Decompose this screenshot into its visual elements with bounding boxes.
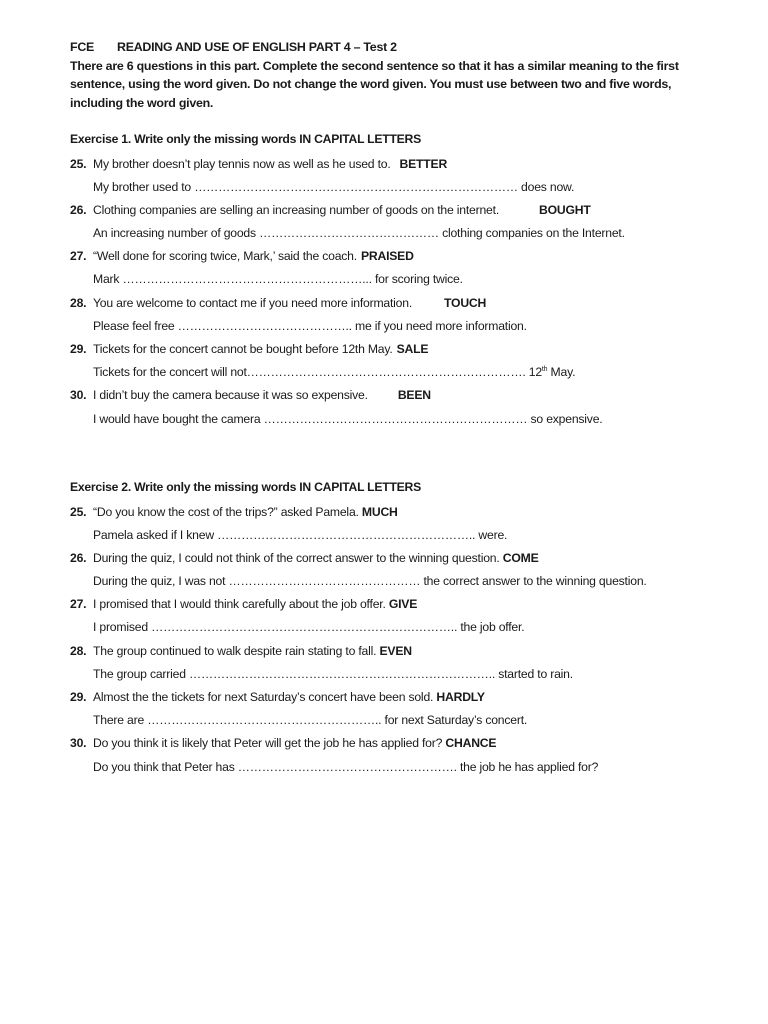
question-number: 26. <box>70 550 87 565</box>
exercise-2-title: Exercise 2. Write only the missing words IN CAPITAL LETTERS <box>70 480 421 494</box>
key-word: HARDLY <box>436 690 485 704</box>
question-sentence: I promised that I would think carefully about the job offer. <box>93 597 386 612</box>
question-number: 27. <box>70 249 87 264</box>
question-item <box>70 732 730 778</box>
answer-line[interactable]: There are ………………………………………………….. for next Saturday’s concert. <box>93 713 528 728</box>
answer-line[interactable] <box>70 361 730 384</box>
key-word: SALE <box>396 342 429 356</box>
instructions-line-2: sentence, using the word given. Do not change the word given. You must use between two and five words, <box>70 77 672 91</box>
question-sentence: Tickets for the concert cannot be bought before 12th May. <box>93 342 393 356</box>
exercise-1-title: Exercise 1. Write only the missing words IN CAPITAL LETTERS <box>70 132 421 146</box>
question-sentence: You are welcome to contact me if you need more information. <box>93 295 413 310</box>
instructions-line-1: There are 6 questions in this part. Complete the second sentence so that it has a similar meaning to the first <box>70 58 679 73</box>
header-title-line <box>70 38 710 57</box>
worksheet-header <box>70 38 710 112</box>
question-item <box>70 292 730 338</box>
key-word: BOUGHT <box>539 202 591 217</box>
question-sentence: “Well done for scoring twice, Mark,’ said the coach. <box>93 249 357 264</box>
question-item <box>70 199 730 245</box>
question-sentence: I didn’t buy the camera because it was so expensive. <box>93 388 368 403</box>
key-word: BEEN <box>397 388 431 403</box>
question-item <box>70 501 730 547</box>
answer-line[interactable]: The group carried ………………………………………………………………….. started to rain. <box>93 666 573 681</box>
answer-line[interactable]: Do you think that Peter has ………………………………………………. the job he has applied for? <box>93 759 599 774</box>
question-number: 27. <box>70 597 87 612</box>
part-title: READING AND USE OF ENGLISH PART 4 – Test 2 <box>117 40 397 54</box>
exercise-1 <box>70 131 730 431</box>
question-number: 28. <box>70 295 87 310</box>
question-sentence: The group continued to walk despite rain stating to fall. <box>93 643 377 658</box>
question-sentence: Clothing companies are selling an increasing number of goods on the internet. <box>93 202 500 217</box>
answer-line[interactable]: Mark ……………………………………………………... for scoring twice. <box>93 272 463 287</box>
key-word: TOUCH <box>444 295 487 310</box>
question-item <box>70 686 730 732</box>
question-number: 26. <box>70 202 87 217</box>
question-item <box>70 338 730 384</box>
answer-line[interactable]: I promised ………………………………………………………………….. the job offer. <box>93 620 525 635</box>
question-item <box>70 153 730 199</box>
answer-line[interactable]: During the quiz, I was not ………………………………………… the correct answer to the winning question. <box>93 574 647 589</box>
key-word: CHANCE <box>445 736 497 751</box>
question-item <box>70 640 730 686</box>
question-number: 29. <box>70 690 87 704</box>
key-word: BETTER <box>399 156 448 171</box>
ordinal-suffix: th <box>541 366 548 374</box>
question-sentence: Almost the the tickets for next Saturday’s concert have been sold. <box>93 690 434 704</box>
key-word: GIVE <box>388 597 418 612</box>
question-number: 30. <box>70 388 87 403</box>
answer-text: Tickets for the concert will not……………………………………………………………. 12 <box>93 365 542 380</box>
question-sentence: My brother doesn’t play tennis now as well as he used to. <box>93 156 391 171</box>
question-item <box>70 245 730 291</box>
question-item <box>70 547 730 593</box>
question-number: 29. <box>70 342 87 356</box>
key-word: EVEN <box>379 643 412 658</box>
question-sentence: Do you think it is likely that Peter will get the job he has applied for? <box>93 736 443 751</box>
key-word: MUCH <box>361 504 398 519</box>
question-number: 30. <box>70 736 87 751</box>
question-sentence: “Do you know the cost of the trips?” asked Pamela. <box>93 504 359 519</box>
question-number: 25. <box>70 504 87 519</box>
answer-line[interactable]: Please feel free …………………………………….. me if you need more information. <box>93 318 527 333</box>
key-word: PRAISED <box>360 249 414 264</box>
question-sentence: During the quiz, I could not think of the correct answer to the winning question. <box>93 550 500 565</box>
answer-line[interactable]: An increasing number of goods ……………………………………… clothing companies on the Internet. <box>93 226 625 241</box>
question-number: 25. <box>70 156 87 171</box>
question-number: 28. <box>70 643 87 658</box>
question-item <box>70 384 730 430</box>
answer-text-end: May. <box>547 365 576 380</box>
answer-line[interactable]: My brother used to ……………………………………………………………………… does now. <box>93 179 575 194</box>
exam-code: FCE <box>70 40 95 54</box>
question-item <box>70 593 730 639</box>
instructions-line-3: including the word given. <box>70 95 214 110</box>
exercise-2 <box>70 479 730 779</box>
key-word: COME <box>502 550 539 565</box>
answer-line[interactable]: I would have bought the camera ………………………………………………………… so expensive. <box>93 411 603 426</box>
answer-line[interactable]: Pamela asked if I knew ……………………………………………………….. were. <box>93 527 508 542</box>
